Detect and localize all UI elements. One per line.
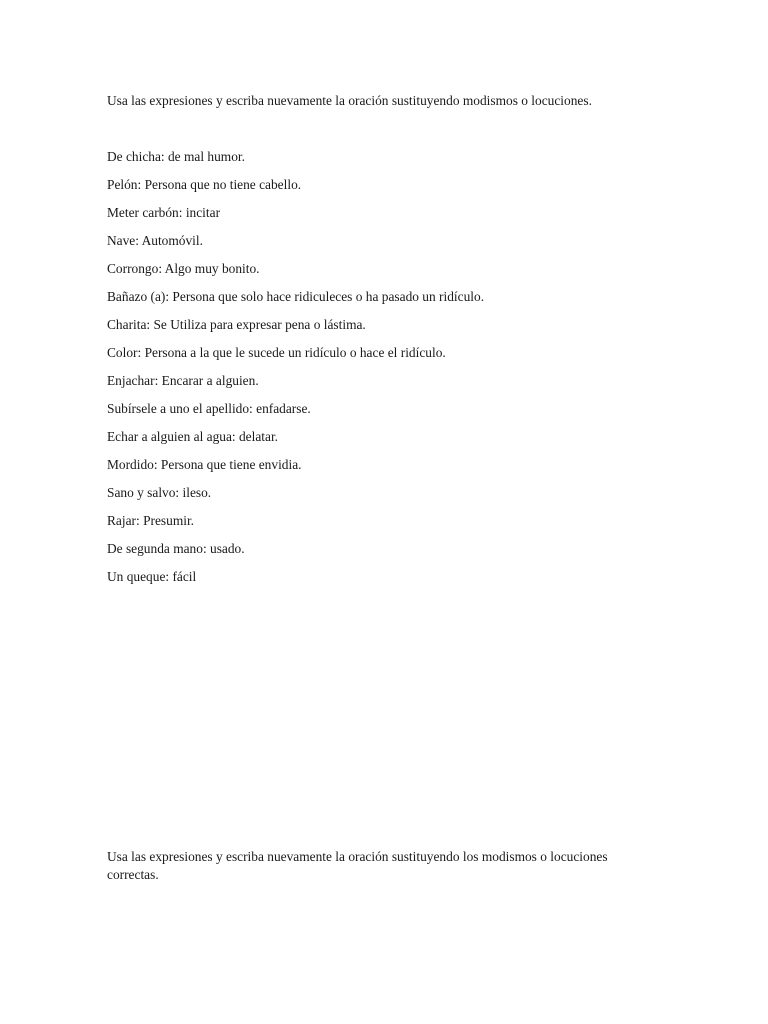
glossary-entry: Nave: Automóvil. [107, 233, 203, 248]
glossary-entry: Enjachar: Encarar a alguien. [107, 373, 259, 388]
glossary-entry: Meter carbón: incitar [107, 205, 221, 220]
glossary-entry: Charita: Se Utiliza para expresar pena o lástima. [107, 317, 366, 332]
glossary-entry: Subírsele a uno el apellido: enfadarse. [107, 401, 311, 416]
glossary-entry: Color: Persona a la que le sucede un ridículo o hace el ridículo. [107, 345, 446, 360]
glossary-entry: De chicha: de mal humor. [107, 149, 245, 164]
glossary-entry: Bañazo (a): Persona que solo hace ridiculeces o ha pasado un ridículo. [107, 289, 485, 304]
glossary-entry: De segunda mano: usado. [107, 541, 245, 556]
glossary-entry: Pelón: Persona que no tiene cabello. [107, 177, 302, 192]
glossary-list [107, 148, 667, 596]
glossary-entry: Mordido: Persona que tiene envidia. [107, 457, 302, 472]
glossary-entry: Echar a alguien al agua: delatar. [107, 429, 279, 444]
glossary-entry: Un queque: fácil [107, 569, 197, 584]
glossary-entry: Rajar: Presumir. [107, 513, 195, 528]
glossary-entry: Corrongo: Algo muy bonito. [107, 261, 260, 276]
instructions-paragraph: Usa las expresiones y escriba nuevamente la oración sustituyendo modismos o locuciones. [107, 93, 592, 108]
glossary-entry: Sano y salvo: ileso. [107, 485, 212, 500]
second-instructions-paragraph: Usa las expresiones y escriba nuevamente la oración sustituyendo los modismos o locuciones correctas. [107, 849, 608, 882]
